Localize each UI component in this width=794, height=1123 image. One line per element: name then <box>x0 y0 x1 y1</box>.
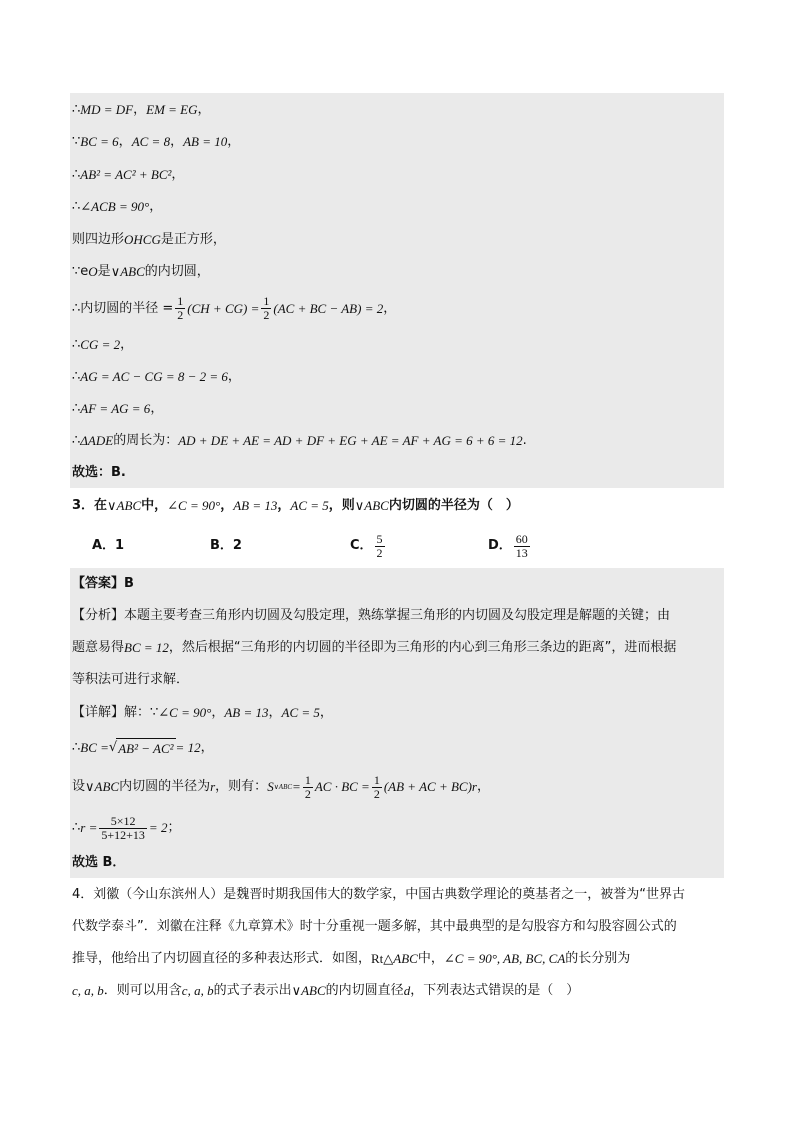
math-expr: AB = 13 <box>233 498 278 513</box>
comma: ， <box>118 134 132 149</box>
text: 内切圆的半径为 <box>119 779 211 794</box>
math-expr: = 12 <box>175 740 201 755</box>
math-expr: c, a, b <box>72 983 104 998</box>
text: 的式子表示出 <box>213 983 292 998</box>
therefore-symbol: ∴ <box>72 166 81 182</box>
comma: ， <box>227 369 241 384</box>
therefore-symbol: ∴ <box>72 101 81 117</box>
text: 的长分别为 <box>565 951 631 966</box>
solution-line <box>70 393 724 425</box>
comma: ， <box>200 740 214 755</box>
text: ．则可以用含 <box>103 983 182 998</box>
solution-line <box>70 191 724 223</box>
math-expr: ∠C = 90° <box>158 705 212 720</box>
text: 内切圆的半径为（ ） <box>388 498 519 513</box>
question-4-line <box>70 911 724 943</box>
text: 是正方形， <box>160 231 226 247</box>
math-expr: S <box>267 779 274 794</box>
math-expr: ∨ABC <box>107 498 142 513</box>
math-expr: AC = 5 <box>290 498 329 513</box>
text: ，下列表达式错误的是（ ） <box>410 983 580 998</box>
fraction: $\frac{1}{2}$ <box>263 294 270 322</box>
math-expr: ABC <box>393 951 418 966</box>
fraction: $\frac{1}{2}$ <box>373 772 380 801</box>
math-expr: BC = 6 <box>80 134 119 149</box>
math-expr: = 2 <box>148 820 168 835</box>
math-expr: CG = 2 <box>80 337 121 352</box>
fraction: $\frac{5\times 12}{5+12+13}$ <box>101 813 145 842</box>
math-expr: ∠C = 90° <box>167 498 221 513</box>
text: 中， <box>141 498 168 513</box>
math-expr: AG = AC − CG = 8 − 2 = 6 <box>80 369 228 384</box>
text: 设 <box>72 779 86 794</box>
math-expr: BC = 12 <box>124 640 169 655</box>
math-expr: AC = 8 <box>131 134 171 149</box>
text: ∴内切圆的半径 = <box>72 300 174 316</box>
math-expr: (AC + BC − AB) = 2 <box>273 300 384 316</box>
math-expr: = <box>292 779 301 794</box>
therefore-symbol: ∴ <box>72 401 81 416</box>
math-expr: AB = 10 <box>183 134 228 149</box>
comma: ， <box>277 498 291 513</box>
comma: ， <box>383 300 397 316</box>
math-expr: OHCG <box>124 231 161 247</box>
question-3-stem <box>70 488 724 524</box>
comma: ， <box>227 134 241 149</box>
solution-line <box>70 93 724 126</box>
math-expr: r = <box>80 820 98 835</box>
question-4-text: 代数学泰斗”．刘徽在注释《九章算术》时十分重视一题多解，其中最典型的是勾股容方和勾股容圆公式的 <box>72 919 677 934</box>
analysis-line <box>70 632 724 664</box>
math-expr: AB² = AC² + BC² <box>80 166 172 182</box>
text: 中， <box>417 951 444 966</box>
radical-sign: √ <box>108 740 118 755</box>
math-expr: O <box>88 264 98 279</box>
math-expr: r <box>210 779 216 794</box>
comma: ， <box>170 134 184 149</box>
detail-line <box>70 848 724 878</box>
math-expr: ∨ABC <box>85 779 120 794</box>
answer-choice: 故选：B. <box>72 464 126 480</box>
math-expr: MD = DF <box>80 101 134 117</box>
math-expr: AC = 5 <box>281 705 320 720</box>
solution-line <box>70 158 724 191</box>
solution-line <box>70 425 724 457</box>
solution-line <box>70 288 724 329</box>
period: . <box>522 433 527 448</box>
because-symbol: ∵ <box>72 134 81 149</box>
question-4-line <box>70 943 724 975</box>
fraction: $\frac{1}{2}$ <box>177 294 184 322</box>
page-content <box>70 93 724 1007</box>
therefore-symbol: ∴ <box>72 433 81 448</box>
math-expr: ΔADE <box>80 433 114 448</box>
comma: ， <box>476 779 490 794</box>
math-expr: (CH + CG) = <box>187 300 260 316</box>
comma: ， <box>197 101 211 117</box>
question-4-text: 推导，他给出了内切圆直径的多种表达形式．如图， <box>72 951 372 966</box>
therefore-symbol: ∴ <box>72 740 81 755</box>
solution-line <box>70 329 724 361</box>
detail-line <box>70 766 724 808</box>
fraction: $\frac{60}{13}$ <box>515 531 528 560</box>
solution-line <box>70 223 724 256</box>
radicand: AB² − AC² <box>116 738 175 759</box>
comma: ， <box>150 401 164 416</box>
analysis-line <box>70 600 724 632</box>
question-4-line <box>70 975 724 1007</box>
fraction: $\frac{5}{2}$ <box>376 531 383 560</box>
analysis-text: 等积法可进行求解． <box>72 672 190 687</box>
comma: ， <box>211 705 225 720</box>
math-expr: AF = AG = 6 <box>80 401 151 416</box>
math-expr: AD + DE + AE = AD + DF + EG + AE = AF + AG = 6 + 6 = 12 <box>178 433 523 448</box>
comma: ， <box>319 705 333 720</box>
solution-line <box>70 256 724 288</box>
math-expr: c, a, b <box>181 983 214 998</box>
therefore-symbol: ∴ <box>72 199 81 214</box>
question-number: 3．在 <box>72 498 108 513</box>
option-a[interactable]: A．1 <box>92 538 125 553</box>
text: 的内切圆直径 <box>325 983 404 998</box>
solution-line <box>70 361 724 393</box>
detail-line <box>70 696 724 730</box>
subscript: ∨ABC <box>273 783 293 791</box>
text: 则四边形 <box>72 231 125 247</box>
option-d[interactable]: D． $\frac{60}{13}$ <box>488 531 528 560</box>
comma: ， <box>133 101 147 117</box>
math-expr: AC · BC = <box>314 779 370 794</box>
math-expr: ∠ACB = 90° <box>80 199 150 214</box>
therefore-symbol: ∴ <box>72 820 81 835</box>
analysis-text: 题意易得 <box>72 640 125 655</box>
math-expr: AB = 13 <box>224 705 269 720</box>
math-expr: ∨ABC <box>354 498 389 513</box>
comma: ， <box>120 337 134 352</box>
math-expr: BC = <box>80 740 109 755</box>
comma: ， <box>171 166 185 182</box>
semicolon: ； <box>167 820 181 835</box>
analysis-text: 【分析】本题主要考查三角形内切圆及勾股定理，熟练掌握三角形的内切圆及勾股定理是解题的关键；由 <box>72 608 671 623</box>
math-expr: ∨ABC <box>110 264 145 279</box>
question-4-text: 4．刘徽（今山东滨州人）是魏晋时期我国伟大的数学家，中国古典数学理论的奠基者之一，被誉为“世界古 <box>72 886 686 902</box>
text: ，则 <box>328 498 355 513</box>
question-4-line <box>70 878 724 911</box>
math-expr: EM = EG <box>146 101 198 117</box>
text: 的内切圆， <box>144 264 210 279</box>
text: 是 <box>97 264 111 279</box>
option-b[interactable]: B．2 <box>210 538 242 553</box>
math-expr: ∠C = 90°, AB, BC, CA <box>443 951 566 966</box>
comma: ， <box>268 705 282 720</box>
detail-text: 【详解】解：∵ <box>72 705 159 720</box>
analysis-text: ，然后根据“三角形的内切圆的半径即为三角形的内心到三角形三条边的距离”，进而根据 <box>168 640 677 655</box>
detail-line <box>70 808 724 848</box>
text: 的周长为： <box>113 433 179 448</box>
comma: ， <box>149 199 163 214</box>
text: ，则有： <box>215 779 268 794</box>
comma: ， <box>220 498 234 513</box>
therefore-symbol: ∴ <box>72 337 81 352</box>
solution-line <box>70 126 724 158</box>
solution-line <box>70 457 724 488</box>
answer-line <box>70 568 724 600</box>
detail-line <box>70 730 724 766</box>
question-3-options <box>70 524 724 568</box>
math-expr: Rt△ <box>371 951 394 966</box>
answer-label: 【答案】B <box>72 576 134 591</box>
math-expr: ∨ABC <box>291 983 326 998</box>
because-symbol: ∵e <box>72 264 89 279</box>
answer-choice: 故选 B． <box>72 855 126 870</box>
math-expr: (AB + AC + BC)r <box>383 779 477 794</box>
therefore-symbol: ∴ <box>72 369 81 384</box>
fraction: $\frac{1}{2}$ <box>304 772 311 801</box>
option-c[interactable]: C． $\frac{5}{2}$ <box>350 531 383 560</box>
math-expr: d <box>403 983 411 998</box>
analysis-line <box>70 664 724 696</box>
